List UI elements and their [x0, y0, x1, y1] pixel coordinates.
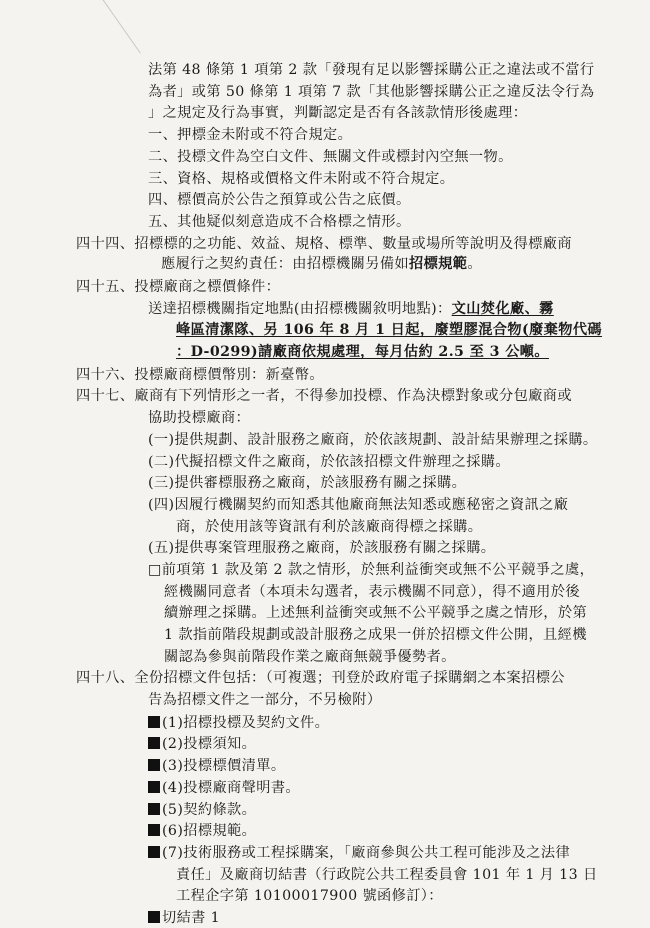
- section-48-heading: 四十八、全份招標文件包括：（可複選；刊登於政府電子採購網之本案招標公: [76, 670, 565, 687]
- checked-box-icon: [148, 824, 160, 836]
- document-item: 切結書 1: [148, 908, 220, 928]
- text-line: 1 款指前階段規劃或設計服務之成果一併於招標文件公開，且經機: [164, 627, 587, 643]
- section-47-text: 協助投標廠商：: [148, 410, 251, 427]
- document-item: (5)契約條款。: [148, 800, 256, 820]
- document-item: (3)投標標價清單。: [148, 756, 285, 776]
- section-44-text: 應履行之契約責任：由招標機關另備如招標規範。: [161, 256, 482, 273]
- list-item: (三)提供審標服務之廠商，於該服務有關之採購。: [148, 475, 467, 492]
- checked-box-icon: [148, 759, 160, 771]
- checked-box-icon: [148, 846, 160, 858]
- section-44-heading: 四十四、招標標的之功能、效益、規格、標準、數量或場所等說明及得標廠商: [76, 235, 572, 252]
- text-line: 工程企字第 10100017900 號函修訂）：: [176, 888, 443, 905]
- list-item: 四、標價高於公告之預算或公告之底價。: [148, 192, 411, 209]
- section-48-text: 告為招標文件之一部分，不另檢附）: [148, 692, 382, 709]
- text-line: 續辦理之採購。上述無利益衝突或無不公平競爭之虞之情形，於第: [164, 605, 588, 622]
- text-line: 法第 48 條第 1 項第 2 款「發現有足以影響採購公正之違法或不當行: [148, 62, 595, 78]
- checked-box-icon: [148, 781, 160, 793]
- document-item: (1)招標投標及契約文件。: [148, 713, 329, 733]
- text-line: 責任」及廠商切結書（行政院公共工程委員會 101 年 1 月 13 日: [176, 866, 598, 883]
- document-item: (2)投標須知。: [148, 734, 256, 754]
- checked-box-icon: [148, 716, 160, 728]
- list-item: 商，於使用該等資訊有利於該廠商得標之採購。: [176, 518, 483, 535]
- section-45-heading: 四十五、投標廠商之標價條件：: [76, 279, 281, 295]
- delivery-detail: ：D-0299)請廠商依規處理，每月估約 2.5 至 3 公噸。: [176, 344, 549, 360]
- text-line: 經機關同意者（本項未勾選者，表示機關不同意），得不適用於後: [164, 583, 580, 600]
- list-item: 一、押標金未附或不符合規定。: [148, 127, 353, 144]
- list-item: (二)代擬招標文件之廠商，於依該招標文件辦理之採購。: [148, 453, 510, 470]
- delivery-detail: 峰區清潔隊、另 106 年 8 月 1 日起，廢塑膠混合物(廢棄物代碼: [176, 322, 603, 339]
- checked-box-icon: [148, 737, 160, 749]
- list-item: (一)提供規劃、設計服務之廠商，於依該規劃、設計結果辦理之採購。: [148, 431, 598, 448]
- document-item: (6)招標規範。: [148, 821, 256, 841]
- section-46-heading: 四十六、投標廠商標價幣別：新臺幣。: [76, 366, 324, 383]
- list-item: 三、資格、規格或價格文件未附或不符合規定。: [148, 170, 455, 187]
- checked-box-icon: [148, 911, 160, 923]
- list-item: 二、投標文件為空白文件、無關文件或標封內空無一物。: [148, 148, 513, 165]
- agency-consent-checkbox: □前項第 1 款及第 2 款之情形，於無利益衝突或無不公平競爭之虞，: [148, 561, 595, 578]
- text-line: 」之規定及行為事實，判斷認定是否有各該款情形後處理：: [148, 105, 528, 122]
- text-line: 關認為參與前階段作業之廠商無競爭優勢者。: [164, 648, 456, 665]
- spec-reference: 招標規範: [409, 256, 468, 273]
- delivery-location: 文山焚化廠、霧: [451, 300, 554, 317]
- checked-box-icon: [148, 803, 160, 815]
- document-item: (4)投標廠商聲明書。: [148, 778, 300, 798]
- list-item: (五)提供專案管理服務之廠商，於該服務有關之採購。: [148, 540, 496, 557]
- section-45-text: 送達招標機關指定地點(由招標機關敘明地點)：文山焚化廠、霧: [148, 300, 554, 317]
- list-item: 五、其他疑似刻意造成不合格標之情形。: [148, 213, 411, 230]
- list-item: (四)因履行機關契約而知悉其他廠商無法知悉或應秘密之資訊之廠: [148, 496, 569, 513]
- section-47-heading: 四十七、廠商有下列情形之一者，不得參加投標、作為決標對象或分包廠商或: [76, 388, 572, 405]
- document-item: (7)技術服務或工程採購案，「廠商參與公共工程可能涉及之法律: [148, 843, 570, 863]
- page-curl-mark: [0, 0, 141, 145]
- text-line: 為者」或第 50 條第 1 項第 7 款「其他影響採購公正之違反法令行為: [148, 83, 595, 100]
